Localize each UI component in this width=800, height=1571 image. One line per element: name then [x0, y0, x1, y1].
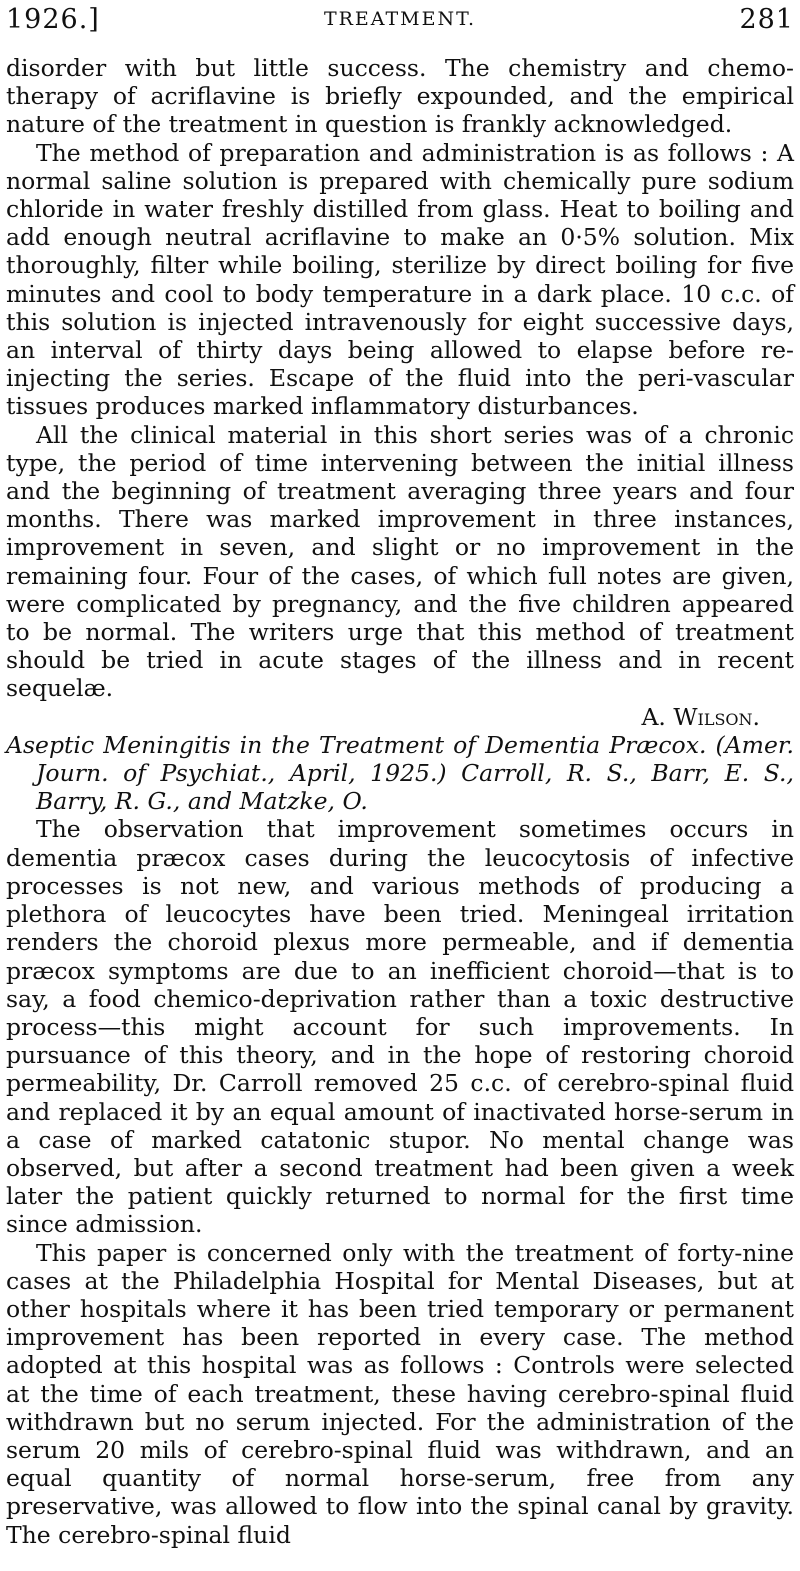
reviewer-signature: A. Wilson. — [641, 702, 760, 731]
procedure-paragraph: This paper is concerned only with the treatment of forty-nine cases at the Philadelphia Hospital for Mental Diseases, but at other hospitals where it has been tried temporary or permanent improvement has been reported in every case. The method adopted at this hospital was as follows : Controls were selected at the time of each treatment, these having cerebro-spinal fluid withdrawn but no serum injected. For the administration of the serum 20 mils of cerebro-spinal fluid was withdrawn, and an equal quantity of normal horse-serum, free from any preservative, was allowed to flow into the spinal canal by gravity. The cerebro-spinal fluid — [6, 1238, 794, 1549]
observation-paragraph: The observation that improvement sometimes occurs in dementia præcox cases during the leucocytosis of infective processes is not new, and various methods of producing a plethora of leucocytes have been tried. Meningeal irritation renders the choroid plexus more permeable, and if dementia præcox symptoms are due to an inefficient choroid—that is to say, a food chemico-deprivation rather than a toxic destructive process—this might account for such improvements. In pursuance of this theory, and in the hope of restoring choroid permeability, Dr. Carroll removed 25 c.c. of cerebro-spinal fluid and replaced it by an equal amount of inactivated horse-serum in a case of marked catatonic stupor. No mental change was observed, but after a second treatment had been given a week later the patient quickly returned to normal for the first time since admission. — [6, 815, 794, 1239]
article-body — [6, 54, 794, 1549]
page-number: 281 — [739, 4, 794, 35]
header-title: TREATMENT. — [323, 8, 477, 30]
continued-paragraph: disorder with but little success. The chemistry and chemo-therapy of acriflavine is briefly expounded, and the empirical nature of the treatment in question is frankly acknowledged. — [6, 54, 794, 139]
results-paragraph: All the clinical material in this short series was of a chronic type, the period of time intervening between the initial illness and the beginning of treatment averaging three years and four months. There was marked improvement in three instances, improvement in seven, and slight or no improvement in the remaining four. Four of the cases, of which full notes are given, were complicated by pregnancy, and the five children appeared to be normal. The writers urge that this method of treatment should be tried in acute stages of the illness and in recent sequelæ. — [6, 420, 794, 703]
method-paragraph: The method of preparation and administration is as follows : A normal saline solution is prepared with chemically pure sodium chloride in water freshly distilled from glass. Heat to boiling and add enough neutral acriflavine to make an 0·5% solution. Mix thoroughly, filter while boiling, sterilize by direct boiling for five minutes and cool to body temperature in a dark place. 10 c.c. of this solution is injected intravenously for eight successive days, an interval of thirty days being allowed to elapse before re-injecting the series. Escape of the fluid into the peri-vascular tissues produces marked inflammatory disturbances. — [6, 138, 794, 421]
article-citation: Aseptic Meningitis in the Treatment of Dementia Præcox. (Amer. Journ. of Psychiat., April, 1925.) Carroll, R. S., Barr, E. S., Barry, R. G., and Matzke, O. — [6, 730, 794, 816]
running-header — [6, 4, 794, 48]
header-year: 1926.] — [6, 4, 100, 35]
